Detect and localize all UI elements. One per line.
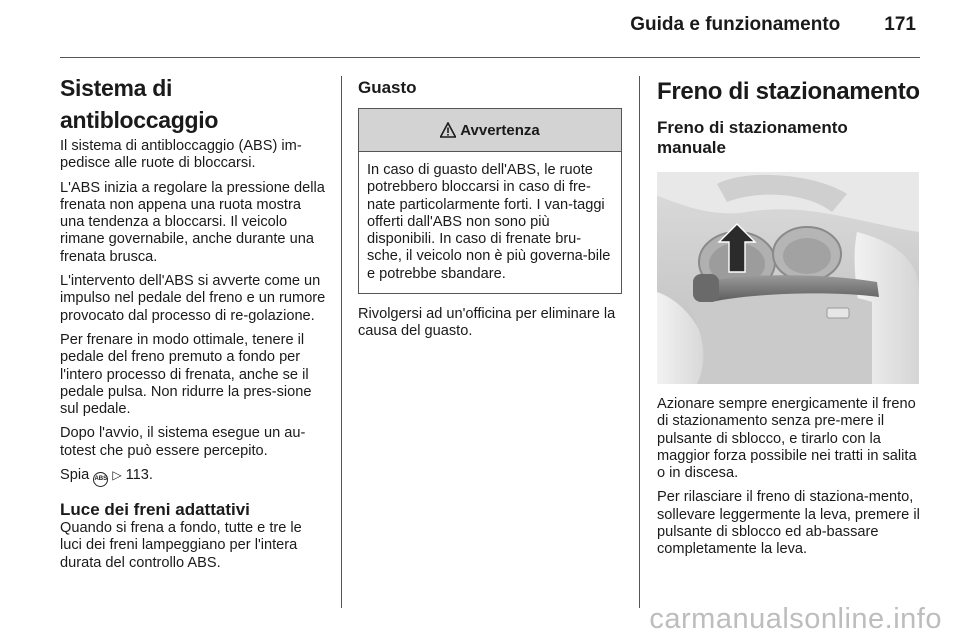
abs-paragraph-4: Per frenare in modo ottimale, tenere il pedale del freno premuto a fondo per l'intero processo di frenata, anche se il pedale pulsa. Non ridurre la pres-sione sul pedale. (60, 331, 312, 418)
column-3 (657, 72, 920, 566)
warning-box-title: Avvertenza (460, 121, 540, 139)
fault-section-title: Guasto (358, 78, 417, 97)
page-header (630, 14, 916, 36)
parking-brake-title: Freno di stazionamento (657, 78, 920, 105)
abs-paragraph-3: L'intervento dell'ABS si avverte come un impulso nel pedale del freno e un rumore provocato dal processo di re-golazione. (60, 273, 326, 324)
warning-box (358, 108, 622, 294)
abs-warning-icon: ABS (93, 472, 108, 487)
abs-section-title: Sistema di antibloccaggio (60, 75, 219, 133)
fault-advice-text: Rivolgersi ad un'officina per eliminare la causa del guasto. (358, 306, 616, 340)
abs-paragraph-5: Dopo l'avvio, il sistema esegue un au-totest che può essere percepito. (60, 425, 306, 459)
abs-paragraph-1: Il sistema di antibloccaggio (ABS) im-pedisce alle ruote di bloccarsi. (60, 138, 302, 172)
brake-lights-text: Quando si frena a fondo, tutte e tre le luci dei freni lampeggiano per l'intera durata del controllo ABS. (60, 520, 302, 571)
warning-box-body (359, 152, 621, 293)
handbrake-illustration (657, 172, 919, 384)
page-reference-icon: ▷ (112, 468, 122, 483)
warning-box-header (359, 109, 621, 152)
footer-watermark: carmanualsonline.info (649, 603, 942, 635)
spia-page-ref[interactable]: 113. (125, 467, 153, 484)
page-number: 171 (884, 14, 916, 35)
header-rule (60, 57, 920, 58)
column-divider-2 (639, 76, 640, 608)
warning-box-text: In caso di guasto dell'ABS, le ruote potrebbero bloccarsi in caso di fre-nate particolarmente forti. I van-taggi offerti dall'ABS non sono più disponibili. In caso di frenate bru-sche, il veicolo non è più governa-bile e potrebbe sbandare. (367, 162, 611, 282)
parking-brake-paragraph-1: Azionare sempre energicamente il freno di stazionamento senza pre-mere il pulsante di sblocco, e tirarlo con la maggior forza possibile nei tratti in salita o in discesa. (657, 396, 917, 482)
spia-line (60, 467, 326, 487)
manual-parking-brake-subtitle: Freno di stazionamento manuale (657, 118, 848, 157)
abs-paragraph-2: L'ABS inizia a regolare la pressione della frenata non appena una ruota mostra una tendenza a bloccarsi. Il veicolo rimane governabile, anche durante una frenata brusca. (60, 179, 325, 265)
warning-triangle-icon (440, 122, 456, 138)
brake-lights-title: Luce dei freni adattativi (60, 500, 250, 520)
column-1 (60, 72, 326, 579)
section-title: Guida e funzionamento (630, 14, 841, 35)
spia-label: Spia (60, 467, 90, 484)
column-divider-1 (341, 76, 342, 608)
parking-brake-paragraph-2: Per rilasciare il freno di staziona-mento, sollevare leggermente la leva, premere il pulsante di sblocco ed ab-bassare completamente la leva. (657, 489, 920, 558)
column-2 (358, 72, 622, 348)
handbrake-lever-photo (657, 172, 919, 384)
